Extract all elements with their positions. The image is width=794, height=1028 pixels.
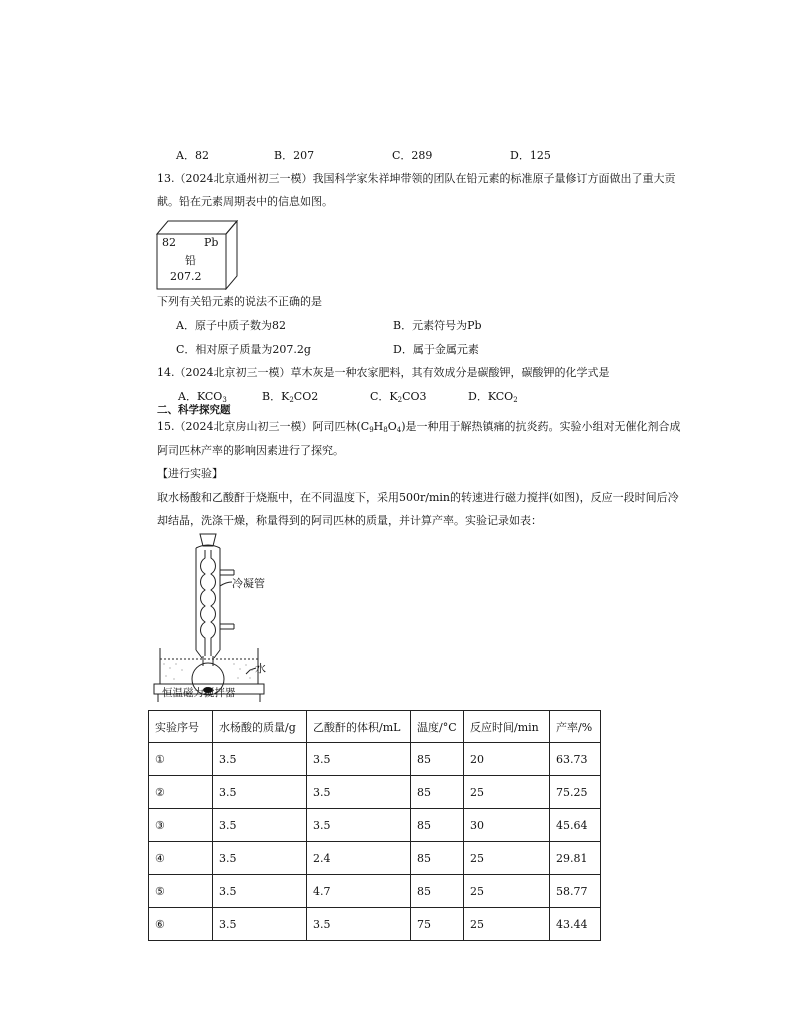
q13-stem-line2: 献。铅在元素周期表中的信息如图。 — [157, 195, 333, 208]
section-title: 二、科学探究题 — [157, 404, 231, 416]
q12-option-a: A．82 — [176, 149, 209, 162]
q13-option-d: D．属于金属元素 — [393, 343, 479, 356]
q14-option-a: A．$KCO_3$ — [178, 390, 227, 404]
q12-option-c: C．289 — [392, 149, 433, 162]
cell: 3.5 — [307, 743, 411, 776]
cell: 20 — [464, 743, 550, 776]
cell: 58.77 — [550, 875, 601, 908]
q13-option-c: C．相对原子质量为207.2g — [176, 343, 311, 356]
header-experiment-no: 实验序号 — [149, 711, 213, 743]
cell: 43.44 — [550, 908, 601, 941]
cell: ③ — [149, 809, 213, 842]
q12-option-d: D．125 — [510, 149, 551, 162]
cell: 3.5 — [307, 776, 411, 809]
q14-option-b: B．$K_2CO2$ — [262, 390, 319, 404]
apparatus-figure — [150, 528, 300, 704]
tile-atomic-mass: 207.2 — [170, 270, 202, 283]
header-anhydride-volume: 乙酸酐的体积/mL — [307, 711, 411, 743]
q13-option-a: A．原子中质子数为82 — [176, 319, 286, 332]
cell: 85 — [411, 842, 464, 875]
reflux-apparatus-diagram — [150, 528, 300, 704]
q13-option-b: B．元素符号为Pb — [393, 319, 482, 332]
cell: ⑤ — [149, 875, 213, 908]
cell: ② — [149, 776, 213, 809]
header-yield: 产率/% — [550, 711, 601, 743]
cell: 4.7 — [307, 875, 411, 908]
cell: 25 — [464, 908, 550, 941]
table-row — [149, 809, 601, 842]
label-condenser: 冷凝管 — [232, 577, 265, 590]
procedure-line1: 取水杨酸和乙酸酐于烧瓶中，在不同温度下，采用500r/min的转速进行磁力搅拌(如图)，反应一段时间后冷 — [157, 491, 679, 504]
header-temperature: 温度/°C — [411, 711, 464, 743]
table-header-row — [149, 711, 601, 743]
cell: 25 — [464, 776, 550, 809]
q13-stem-line1: 13.（2024北京通州初三一模）我国科学家朱祥坤带领的团队在铅元素的标准原子量修订方面做出了重大贡 — [157, 172, 676, 185]
q14-stem: 14.（2024北京初三一模）草木灰是一种农家肥料，其有效成分是碳酸钾，碳酸钾的化学式是 — [157, 366, 610, 379]
cell: 25 — [464, 875, 550, 908]
cell: ① — [149, 743, 213, 776]
label-stirrer: 恒温磁力搅拌器 — [162, 687, 236, 699]
experiment-table — [148, 710, 601, 941]
table-row — [149, 908, 601, 941]
cell: 75 — [411, 908, 464, 941]
cell: 75.25 — [550, 776, 601, 809]
cell: 3.5 — [213, 743, 307, 776]
q15-stem-line1: 15.（2024北京房山初三一模）阿司匹林$(C_9H_8O_4)$是一种用于解热镇痛的抗炎药。实验小组对无催化剂合成 — [157, 420, 681, 434]
header-salicylic-mass: 水杨酸的质量/g — [213, 711, 307, 743]
table-row — [149, 776, 601, 809]
cell: 3.5 — [213, 809, 307, 842]
cell: 3.5 — [213, 776, 307, 809]
periodic-table-tile — [156, 220, 238, 290]
cell: ④ — [149, 842, 213, 875]
cell: 85 — [411, 809, 464, 842]
cell: 85 — [411, 875, 464, 908]
q13-question: 下列有关铅元素的说法不正确的是 — [157, 295, 322, 308]
cell: 29.81 — [550, 842, 601, 875]
cell: 3.5 — [307, 809, 411, 842]
q14-option-d: D．$KCO_2$ — [468, 390, 518, 404]
q14-option-c: C．$K_2CO3$ — [370, 390, 427, 404]
label-water: 水 — [255, 662, 266, 675]
cell: 3.5 — [213, 908, 307, 941]
cell: 3.5 — [213, 875, 307, 908]
cell: 25 — [464, 842, 550, 875]
cell: 85 — [411, 743, 464, 776]
cell: 45.64 — [550, 809, 601, 842]
procedure-line2: 却结晶，洗涤干燥，称量得到的阿司匹林的质量，并计算产率。实验记录如表： — [157, 514, 542, 527]
tile-atomic-number: 82 — [162, 236, 176, 249]
table-row — [149, 842, 601, 875]
q12-option-b: B．207 — [274, 149, 315, 162]
q15-stem-line2: 阿司匹林产率的影响因素进行了探究。 — [157, 444, 344, 457]
cell: 3.5 — [307, 908, 411, 941]
header-reaction-time: 反应时间/min — [464, 711, 550, 743]
experiment-heading: 【进行实验】 — [157, 467, 223, 480]
cell: 30 — [464, 809, 550, 842]
table-row — [149, 743, 601, 776]
cell: 63.73 — [550, 743, 601, 776]
tile-symbol: Pb — [204, 236, 219, 249]
cell: 85 — [411, 776, 464, 809]
table-row — [149, 875, 601, 908]
cell: 3.5 — [213, 842, 307, 875]
tile-element-name: 铅 — [185, 254, 196, 267]
cell: ⑥ — [149, 908, 213, 941]
cell: 2.4 — [307, 842, 411, 875]
